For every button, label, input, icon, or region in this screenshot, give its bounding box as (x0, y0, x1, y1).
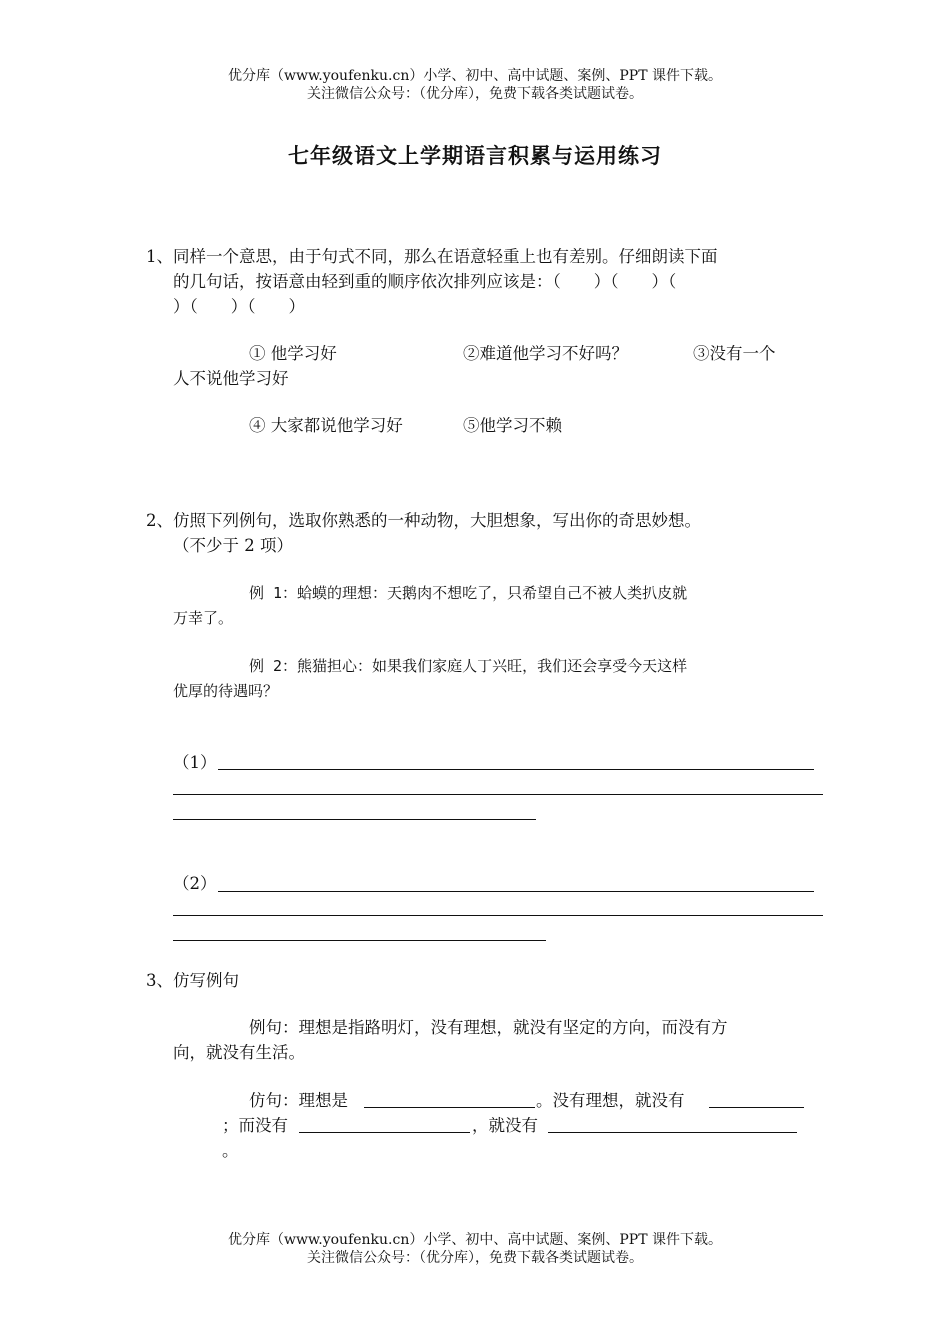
q1-option-3: ③没有一个 (693, 344, 776, 363)
q2-line-1: 2、仿照下列例句，选取你熟悉的一种动物，大胆想象，写出你的奇思妙想。 (146, 511, 701, 530)
page-title: 七年级语文上学期语言积累与运用练习 (288, 143, 662, 168)
footer-line-2: 关注微信公众号：（优分库），免费下载各类试题试卷。 (307, 1250, 643, 1266)
q1-line-2: 的几句话，按语意由轻到重的顺序依次排列应该是：（ ）（ ）（ (173, 272, 677, 291)
q1-option-2: ②难道他学习不好吗？ (463, 344, 628, 363)
q2-blank-1-line-2[interactable] (173, 794, 823, 795)
q2-blank-2-line-1[interactable] (218, 891, 814, 892)
q3-blank-2[interactable] (709, 1107, 804, 1108)
q3-imitate-mid: 。没有理想，就没有 (536, 1091, 685, 1110)
q1-line-3: ）（ ）（ ） (173, 297, 305, 316)
q3-semicolon-text: ；而没有 (222, 1116, 288, 1135)
q3-blank-4[interactable] (548, 1132, 797, 1133)
q3-end-period: 。 (222, 1141, 239, 1160)
q3-example-line-2: 向，就没有生活。 (173, 1043, 305, 1062)
header-line-1: 优分库（www.youfenku.cn）小学、初中、高中试题、案例、PPT 课件下载。 (227, 68, 722, 84)
q3-comma-text: ，就没有 (472, 1116, 538, 1135)
q1-option-3-cont: 人不说他学习好 (173, 369, 289, 388)
q2-example-1-line-1: 例 1：蛤蟆的理想：天鹅肉不想吃了，只希望自己不被人类扒皮就 (249, 584, 688, 602)
q2-line-2: （不少于 2 项） (173, 536, 293, 555)
q2-example-2-line-1: 例 2：熊猫担心：如果我们家庭人丁兴旺，我们还会享受今天这样 (249, 657, 688, 675)
q2-example-2-line-2: 优厚的待遇吗？ (173, 682, 279, 700)
q1-option-5: ⑤他学习不赖 (463, 416, 562, 435)
q2-blank-2-label: （2） (173, 874, 217, 893)
q1-line-1: 1、同样一个意思，由于句式不同，那么在语意轻重上也有差别。仔细朗读下面 (146, 247, 718, 266)
q3-heading: 3、仿写例句 (146, 971, 239, 990)
q2-blank-1-line-3[interactable] (173, 819, 536, 820)
q2-blank-2-line-3[interactable] (173, 940, 546, 941)
header-line-2: 关注微信公众号：（优分库），免费下载各类试题试卷。 (307, 86, 643, 102)
q2-example-1-line-2: 万幸了。 (173, 609, 234, 627)
q2-blank-1-line-1[interactable] (218, 769, 814, 770)
q3-imitate-prefix: 仿句：理想是 (249, 1091, 348, 1110)
q1-option-4: ④ 大家都说他学习好 (249, 416, 403, 435)
q3-blank-1[interactable] (364, 1107, 535, 1108)
q2-blank-2-line-2[interactable] (173, 915, 823, 916)
q1-option-1: ① 他学习好 (249, 344, 337, 363)
q2-blank-1-label: （1） (173, 753, 217, 772)
q3-example-line-1: 例句：理想是指路明灯，没有理想，就没有坚定的方向，而没有方 (249, 1018, 728, 1037)
q3-blank-3[interactable] (299, 1132, 470, 1133)
footer-line-1: 优分库（www.youfenku.cn）小学、初中、高中试题、案例、PPT 课件下载。 (227, 1232, 722, 1248)
